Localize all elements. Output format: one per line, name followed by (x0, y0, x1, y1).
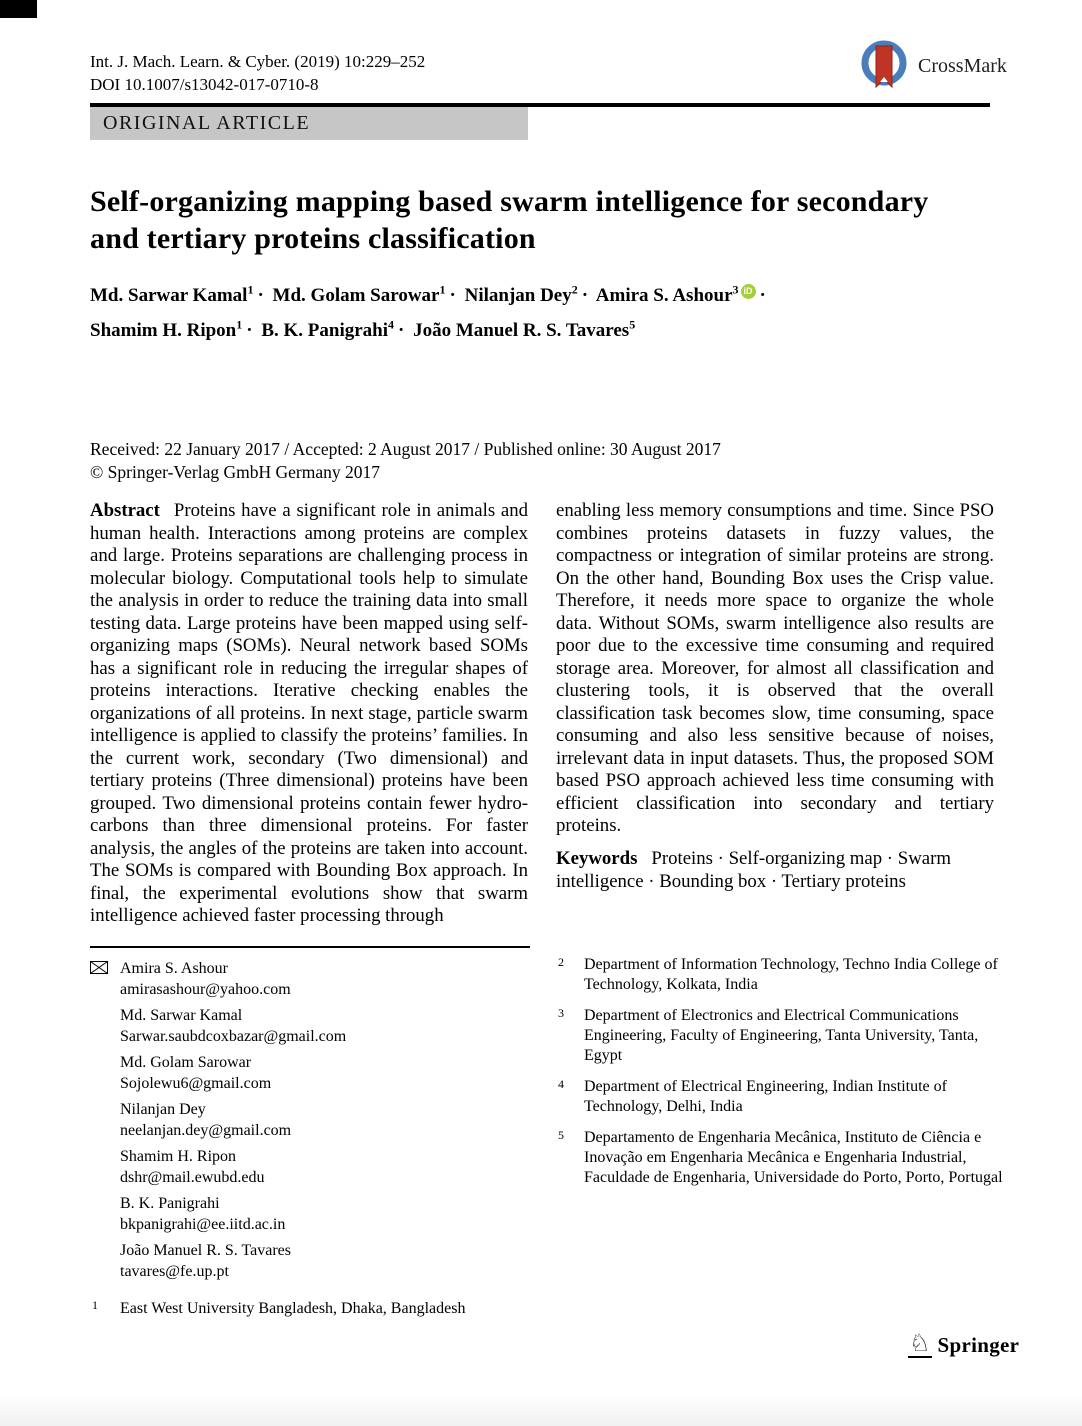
page-bottom-shading (0, 1396, 1082, 1426)
affiliations-block (556, 955, 1006, 1199)
keywords-text: Proteins · Self-organizing map · Swarm intelligence · Bounding box · Tertiary proteins (556, 848, 951, 892)
author-separator: · (398, 319, 405, 341)
contact (90, 1193, 535, 1235)
article-type-banner (90, 107, 528, 140)
author-separator: · (581, 285, 589, 307)
history-dates: Received: 22 January 2017 / Accepted: 2 August 2017 / Published online: 30 August 2017 (90, 439, 721, 459)
abstract-label: Abstract (90, 500, 160, 521)
author-list (90, 276, 830, 345)
correspondence-block (90, 958, 535, 1319)
copyright-line: © Springer-Verlag GmbH Germany 2017 (90, 462, 380, 482)
affiliation (556, 1006, 1006, 1066)
contact-name: Nilanjan Dey (120, 1101, 206, 1118)
springer-knight-icon: ♘ (909, 1331, 931, 1357)
affiliation-number: 4 (558, 1077, 564, 1091)
journal-header (90, 50, 425, 96)
keywords-label: Keywords (556, 848, 638, 869)
affiliation-text: Department of Electronics and Electrical Communications Engineering, Faculty of Engineering, Tanta University, Tanta, Egypt (584, 1007, 979, 1064)
contact (90, 1240, 535, 1282)
contact-email: tavares@fe.up.pt (120, 1263, 229, 1280)
author: João Manuel R. S. Tavares$^5$ (413, 317, 636, 341)
contact-email: dshr@mail.ewubd.edu (120, 1169, 265, 1186)
article-type-label: ORIGINAL ARTICLE (103, 112, 311, 134)
doi: DOI 10.1007/s13042-017-0710-8 (90, 75, 319, 94)
contact (90, 1146, 535, 1188)
contact (90, 1052, 535, 1094)
affiliation (556, 1128, 1006, 1188)
author: B. K. Panigrahi$^4$ (261, 317, 395, 341)
affiliation-number: 5 (558, 1128, 564, 1142)
author: Amira S. Ashour$^3$ (595, 283, 739, 307)
contact (90, 1099, 535, 1141)
contact-email: Sarwar.saubdcoxbazar@gmail.com (120, 1028, 347, 1045)
contact-name: B. K. Panigrahi (120, 1195, 220, 1212)
crossmark-label[interactable]: CrossMark (918, 55, 1007, 77)
affiliation (556, 1077, 1006, 1117)
author-line-2 (90, 310, 830, 344)
affiliation-text: East West University Bangladesh, Dhaka, Bangladesh (120, 1300, 466, 1317)
crossmark-logo[interactable] (858, 38, 1007, 95)
abstract-column-right (556, 500, 994, 838)
keywords-block (556, 847, 994, 893)
footnote-rule (90, 946, 530, 948)
contact-email: Sojolewu6@gmail.com (120, 1075, 272, 1092)
author: Nilanjan Dey$^2$ (464, 283, 578, 307)
affiliation-number: 2 (558, 955, 564, 969)
contact-email: amirasashour@yahoo.com (120, 981, 291, 998)
contact-name: Md. Sarwar Kamal (120, 1007, 243, 1024)
crossmark-icon[interactable] (858, 38, 910, 95)
affiliation-text: Department of Information Technology, Techno India College of Technology, Kolkata, India (584, 956, 998, 993)
affiliation (556, 955, 1006, 995)
author-line-1 (90, 276, 830, 310)
springer-name: Springer (937, 1332, 1020, 1357)
contact-name: Amira S. Ashour (120, 960, 228, 977)
author-separator: · (449, 285, 456, 307)
contact-email: bkpanigrahi@ee.iitd.ac.in (120, 1216, 286, 1233)
springer-logo (908, 1332, 1019, 1358)
affiliation-text: Department of Electrical Engineering, Indian Institute of Technology, Delhi, India (584, 1078, 947, 1115)
article-history (90, 438, 850, 484)
author: Shamim H. Ripon$^1$ (90, 317, 243, 341)
author: Md. Golam Sarowar$^1$ (272, 283, 446, 307)
affiliation (90, 1298, 535, 1319)
corresponding-author (90, 958, 535, 1000)
author: Md. Sarwar Kamal$^1$ (90, 283, 254, 307)
contact-name: João Manuel R. S. Tavares (120, 1242, 291, 1259)
scan-artifact (0, 0, 37, 18)
abstract-text-left: Proteins have a significant role in animals and human health. Interactions among proteins are complex and large. Proteins separations are challenging process in molecular biology. Computational tools help to simulate the analysis in order to reduce the training data into small testing data. Large proteins have been mapped using self-organizing maps (SOMs). Neural network based SOMs has a significant role in reducing the irregular shapes of proteins interactions. Iterative checking enables the organizations of all proteins. In next stage, particle swarm intelligence is applied to classify the proteins’ families. In the current work, secondary (Two dimensional) and tertiary proteins (Three dimensional) proteins have been grouped. Two dimensional proteins contain fewer hydro-carbons than three dimensional proteins. For faster analysis, the angles of the proteins are taken into account. The SOMs is compared with Bounding Box approach. In final, the experimental evolutions show that swarm intelligence achieved faster processing through (90, 500, 528, 926)
envelope-icon (90, 961, 108, 974)
affiliation-text: Departamento de Engenharia Mecânica, Instituto de Ciência e Inovação em Engenharia Mecânica e Engenharia Industrial, Faculdade de Engenharia, Universidade do Porto, Porto, Portugal (584, 1129, 1003, 1186)
contact-email: neelanjan.dey@gmail.com (120, 1122, 292, 1139)
contact (90, 1005, 535, 1047)
page-title: Self-organizing mapping based swarm intelligence for secondary and tertiary proteins classification (90, 185, 929, 255)
contact-name: Md. Golam Sarowar (120, 1054, 252, 1071)
journal-reference: Int. J. Mach. Learn. & Cyber. (2019) 10:229–252 (90, 52, 426, 71)
affiliation-number: 3 (558, 1006, 564, 1020)
orcid-icon[interactable]: iD (741, 284, 756, 299)
author-separator: · (759, 285, 766, 307)
contact-name: Shamim H. Ripon (120, 1148, 237, 1165)
author-separator: · (257, 285, 264, 307)
abstract-column-left (90, 500, 528, 928)
author-separator: · (246, 319, 253, 341)
affiliation-number: 1 (92, 1298, 98, 1312)
abstract-text-right: enabling less memory consumptions and time. Since PSO combines proteins datasets in fuzzy values, the compactness or integration of similar proteins are strong. On the other hand, Bounding Box uses the Crisp value. Therefore, it needs more space to organize the whole data. Without SOMs, swarm intelligence also results are poor due to the excessive time consuming and required storage area. Moreover, for almost all classification and clustering tools, it is observed that the overall classification task becomes slow, time consuming, space consuming and also less sensitive because of noises, irrelevant data in input datasets. Thus, the proposed SOM based PSO approach achieved less time consuming with efficient classification into secondary and tertiary proteins. (556, 500, 994, 836)
